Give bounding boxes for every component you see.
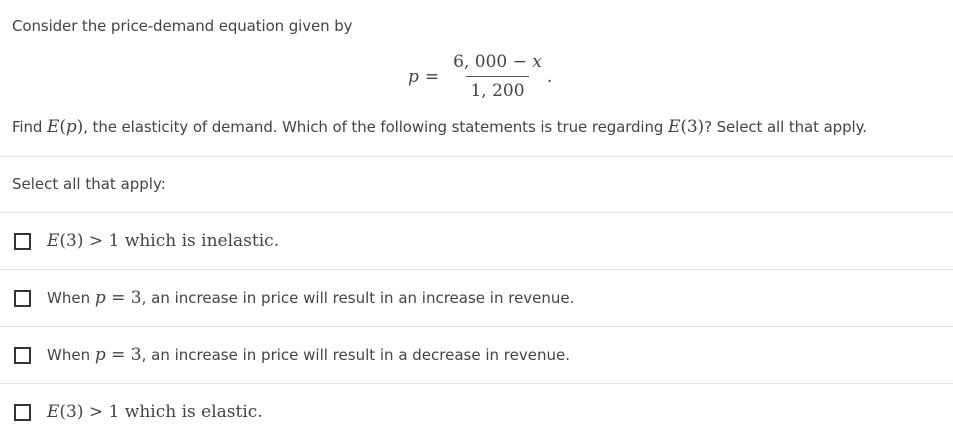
option-2-label xyxy=(47,288,574,308)
option-1[interactable] xyxy=(0,213,953,269)
option-2-pre: When xyxy=(47,289,95,307)
question-part-2: , the elasticity of demand. Which of the following statements is true regarding xyxy=(83,118,668,136)
option-2-text: , an increase in price will result in an increase in revenue. xyxy=(141,289,575,307)
fraction-denominator: 1, 200 xyxy=(466,76,528,101)
option-2-math: p = 3 xyxy=(94,288,142,308)
option-4-label: E(3) > 1 which is elastic. xyxy=(47,402,263,422)
question-part-3: ? Select all that apply. xyxy=(704,118,867,136)
option-2-checkbox[interactable] xyxy=(14,290,31,307)
divider xyxy=(0,156,953,157)
numerator-variable: x xyxy=(532,52,542,72)
question-math-ep: E(p) xyxy=(47,117,84,137)
option-3-math: p = 3 xyxy=(94,345,142,365)
question-part-1: Find xyxy=(12,118,48,136)
intro-text: Consider the price-demand equation given by xyxy=(12,17,353,35)
price-demand-equation xyxy=(408,52,552,101)
equation-period: . xyxy=(546,66,553,87)
option-3-text: , an increase in price will result in a decrease in revenue. xyxy=(141,346,570,364)
question-math-e3: E(3) xyxy=(668,117,705,137)
equation-lhs: p xyxy=(408,66,419,87)
numerator-constant: 6, 000 − xyxy=(453,52,533,72)
option-3[interactable] xyxy=(0,327,953,383)
option-3-checkbox[interactable] xyxy=(14,347,31,364)
option-1-label: E(3) > 1 which is inelastic. xyxy=(47,231,280,251)
option-4[interactable] xyxy=(0,384,953,440)
option-1-text: > 1 which is inelastic. xyxy=(83,231,280,251)
option-3-pre: When xyxy=(47,346,95,364)
equation-fraction xyxy=(449,52,546,101)
option-3-label xyxy=(47,345,570,365)
option-2[interactable] xyxy=(0,270,953,326)
option-4-text: > 1 which is elastic. xyxy=(83,402,263,422)
option-4-checkbox[interactable] xyxy=(14,404,31,421)
question-text xyxy=(12,117,867,137)
fraction-numerator xyxy=(449,52,546,76)
option-1-checkbox[interactable] xyxy=(14,233,31,250)
select-all-label: Select all that apply: xyxy=(12,175,166,193)
equation-equals: = xyxy=(424,66,440,87)
